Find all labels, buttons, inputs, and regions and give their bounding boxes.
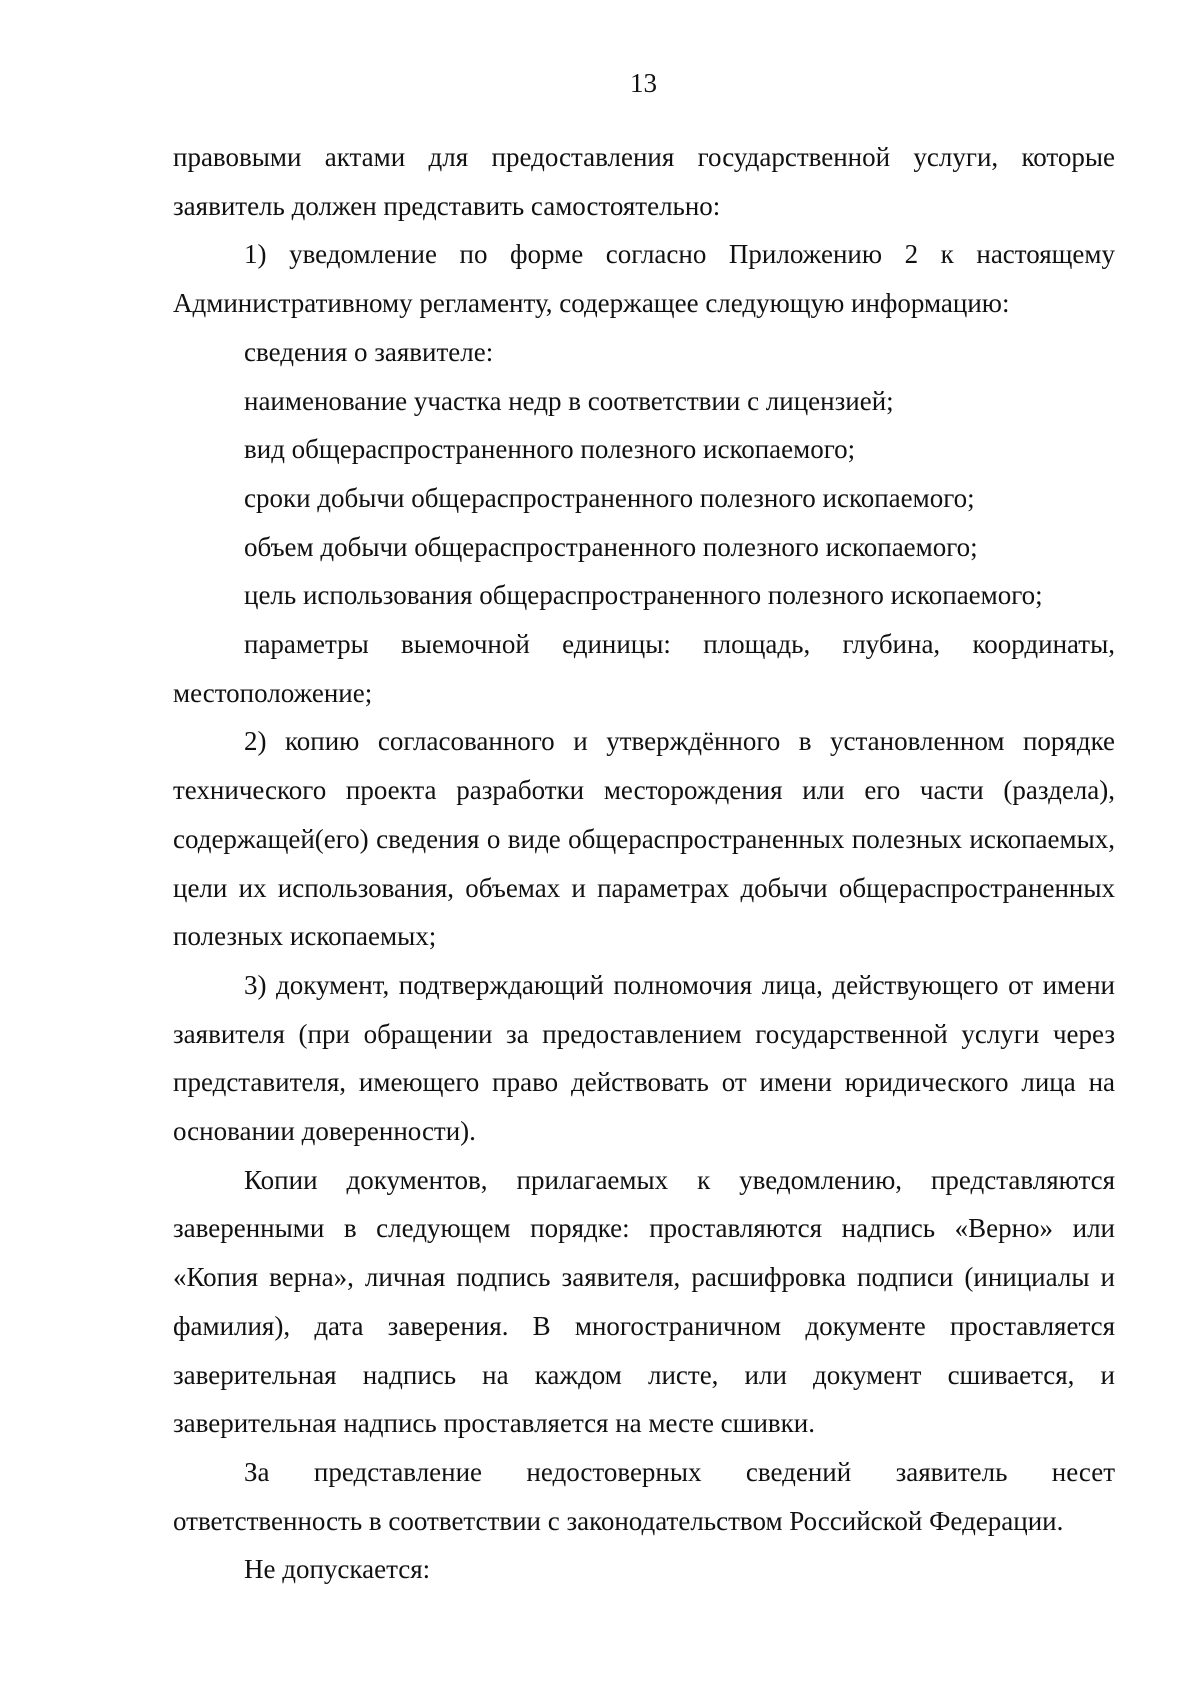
paragraph-item-1-notification: 1) уведомление по форме согласно Приложению 2 к настоящему Административному регламенту, содержащее следующую информацию: bbox=[173, 239, 1115, 319]
list-item-mineral-type: вид общераспространенного полезного ископаемого; bbox=[244, 434, 856, 465]
list-item-extraction-volume: объем добычи общераспространенного полезного ископаемого; bbox=[244, 531, 978, 562]
list-item-applicant-info: сведения о заявителе: bbox=[244, 336, 494, 367]
page-number: 13 bbox=[630, 68, 657, 98]
paragraph-not-allowed: Не допускается: bbox=[244, 1554, 431, 1585]
document-body bbox=[173, 133, 1115, 1594]
list-item-subsoil-plot-name: наименование участка недр в соответствии с лицензией; bbox=[244, 385, 894, 416]
paragraph-document-copies: Копии документов, прилагаемых к уведомлению, представляются заверенными в следующем порядке: проставляются надпись «Верно» или «Копия верна», личная подпись заявителя, расшифровка подписи (инициалы и фамилия), дата заверения. В многостраничном документе проставляется заверительная надпись на каждом листе, или документ сшивается, и заверительная надпись проставляется на месте сшивки. bbox=[173, 1164, 1115, 1439]
list-item-extraction-period: сроки добычи общераспространенного полезного ископаемого; bbox=[244, 482, 975, 513]
paragraph-intro-continuation: правовыми актами для предоставления государственной услуги, которые заявитель должен представить самостоятельно: bbox=[173, 142, 1115, 221]
paragraph-item-3-authority-document: 3) документ, подтверждающий полномочия лица, действующего от имени заявителя (при обращении за предоставлением государственной услуги через представителя, имеющего право действовать от имени юридического лица на основании доверенности). bbox=[173, 969, 1115, 1147]
paragraph-responsibility: За представление недостоверных сведений заявитель несет ответственность в соответствии с законодательством Российской Федерации. bbox=[173, 1456, 1115, 1536]
list-item-usage-purpose: цель использования общераспространенного полезного ископаемого; bbox=[244, 580, 1043, 611]
list-item-extraction-unit-parameters: параметры выемочной единицы: площадь, глубина, координаты, местоположение; bbox=[173, 629, 1115, 708]
paragraph-item-2-technical-project: 2) копию согласованного и утверждённого в установленном порядке технического проекта разработки месторождения или его части (раздела), содержащей(его) сведения о виде общераспространенных полезных ископаемых, цели их использования, объемах и параметрах добычи общераспространенных полезных ископаемых; bbox=[173, 726, 1115, 952]
